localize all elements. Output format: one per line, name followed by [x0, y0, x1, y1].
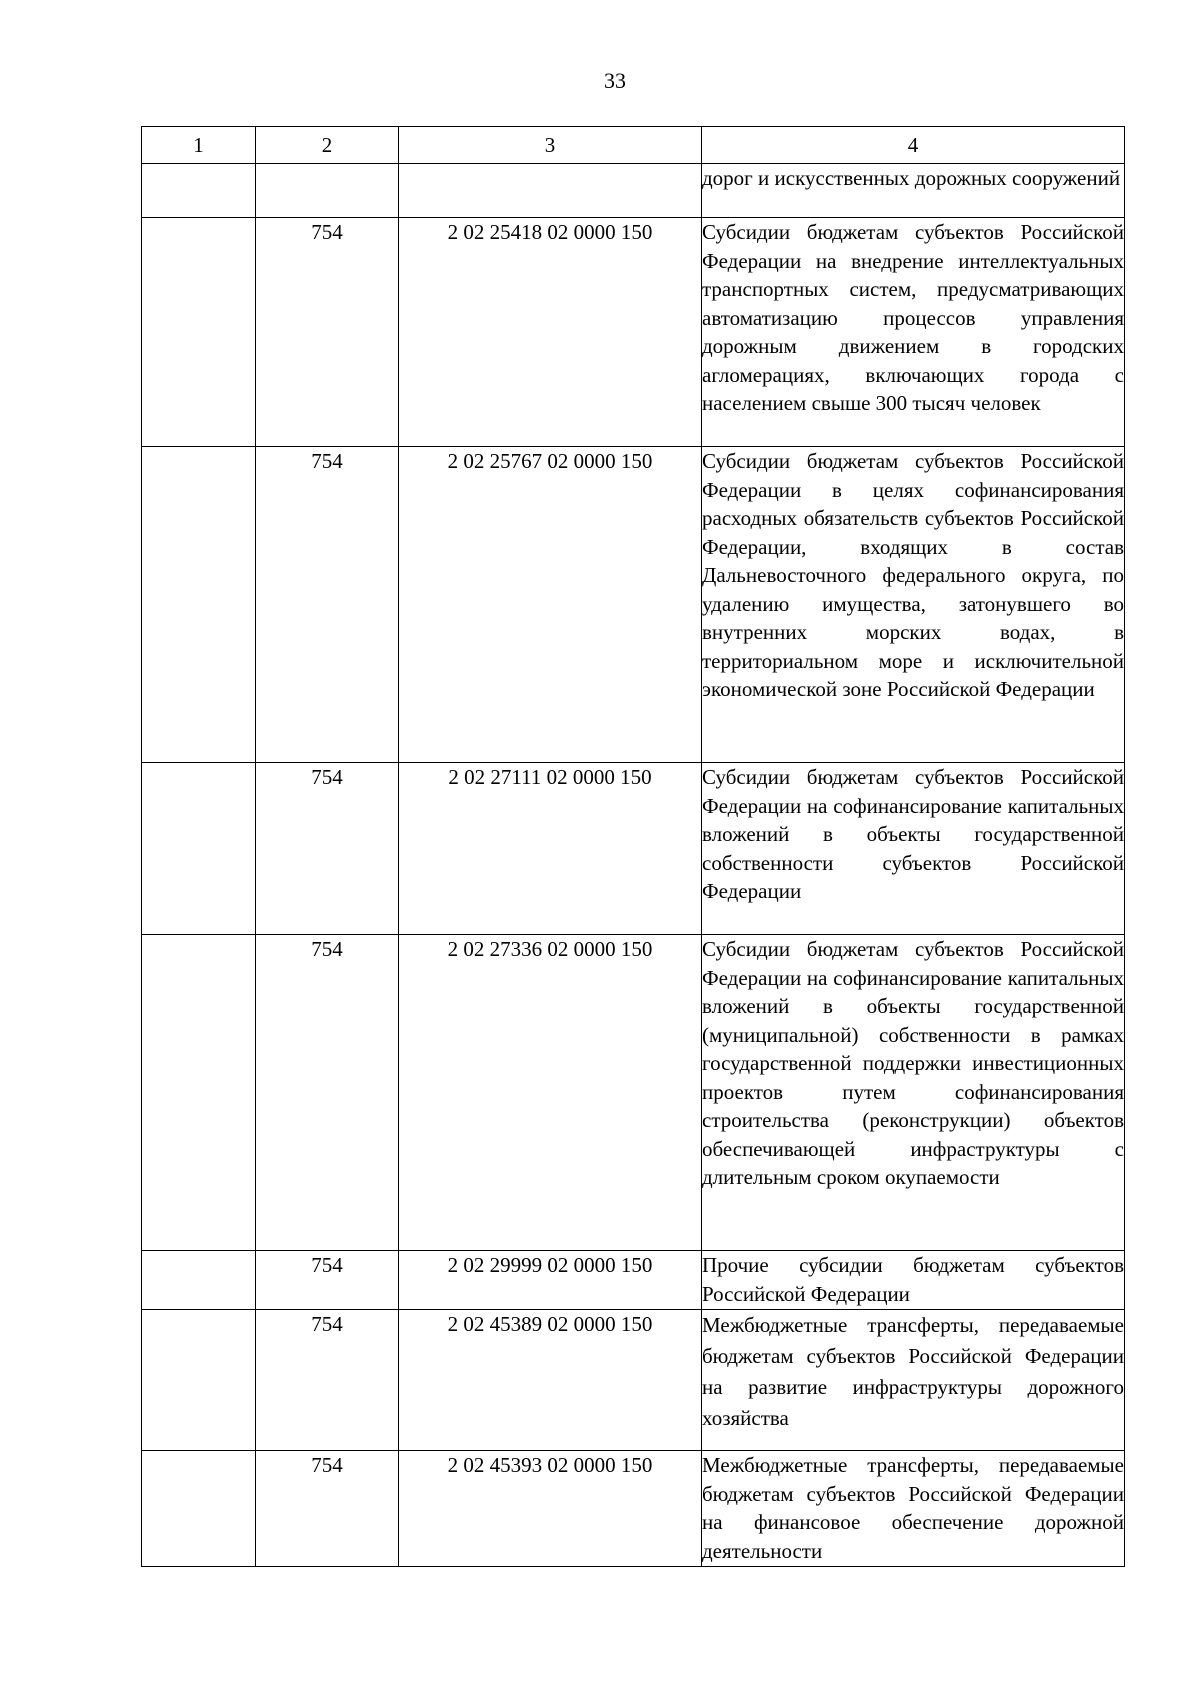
cell-revenue-code: 2 02 45393 02 0000 150: [399, 1451, 702, 1567]
cell-col-1: [142, 1451, 256, 1567]
table-row: [142, 164, 1125, 218]
cell-revenue-code: 2 02 27336 02 0000 150: [399, 935, 702, 1251]
cell-admin-code: [256, 164, 399, 218]
budget-codes-table: [141, 126, 1125, 1567]
table-row: [142, 218, 1125, 447]
header-col-3: 3: [399, 127, 702, 164]
cell-revenue-code: 2 02 27111 02 0000 150: [399, 763, 702, 935]
cell-description: дорог и искусственных дорожных сооружений: [702, 164, 1125, 218]
cell-description: Субсидии бюджетам субъектов Российской Федерации в целях софинансирования расходных обязательств субъектов Российской Федерации, входящих в состав Дальневосточного федерального округа, по удалению имущества, затонувшего во внутренних морских водах, в территориальном море и исключительной экономической зоне Российской Федерации: [702, 447, 1125, 763]
table-row: [142, 763, 1125, 935]
header-col-2: 2: [256, 127, 399, 164]
cell-col-1: [142, 218, 256, 447]
cell-col-1: [142, 164, 256, 218]
table-row: [142, 1251, 1125, 1310]
cell-revenue-code: 2 02 25767 02 0000 150: [399, 447, 702, 763]
cell-admin-code: 754: [256, 763, 399, 935]
cell-description: Субсидии бюджетам субъектов Российской Федерации на внедрение интеллектуальных транспортных систем, предусматривающих автоматизацию процессов управления дорожным движением в городских агломерациях, включающих города с населением свыше 300 тысяч человек: [702, 218, 1125, 447]
cell-admin-code: 754: [256, 935, 399, 1251]
cell-col-1: [142, 935, 256, 1251]
cell-col-1: [142, 447, 256, 763]
cell-admin-code: 754: [256, 1251, 399, 1310]
cell-col-1: [142, 1251, 256, 1310]
cell-admin-code: 754: [256, 1451, 399, 1567]
cell-revenue-code: 2 02 45389 02 0000 150: [399, 1310, 702, 1451]
header-col-1: 1: [142, 127, 256, 164]
cell-revenue-code: 2 02 29999 02 0000 150: [399, 1251, 702, 1310]
cell-revenue-code: [399, 164, 702, 218]
table-row: [142, 1310, 1125, 1451]
table-header-row: [142, 127, 1125, 164]
cell-admin-code: 754: [256, 447, 399, 763]
cell-col-1: [142, 1310, 256, 1451]
cell-description: Субсидии бюджетам субъектов Российской Федерации на софинансирование капитальных вложений в объекты государственной собственности субъектов Российской Федерации: [702, 763, 1125, 935]
cell-col-1: [142, 763, 256, 935]
header-col-4: 4: [702, 127, 1125, 164]
cell-admin-code: 754: [256, 1310, 399, 1451]
table-row: [142, 1451, 1125, 1567]
table-row: [142, 935, 1125, 1251]
cell-description: Прочие субсидии бюджетам субъектов Российской Федерации: [702, 1251, 1125, 1310]
page-number: 33: [604, 68, 626, 93]
cell-admin-code: 754: [256, 218, 399, 447]
table-row: [142, 447, 1125, 763]
cell-description: Межбюджетные трансферты, передаваемые бюджетам субъектов Российской Федерации на развитие инфраструктуры дорожного хозяйства: [702, 1310, 1125, 1451]
cell-revenue-code: 2 02 25418 02 0000 150: [399, 218, 702, 447]
cell-description: Межбюджетные трансферты, передаваемые бюджетам субъектов Российской Федерации на финансовое обеспечение дорожной деятельности: [702, 1451, 1125, 1567]
cell-description: Субсидии бюджетам субъектов Российской Федерации на софинансирование капитальных вложений в объекты государственной (муниципальной) собственности в рамках государственной поддержки инвестиционных проектов путем софинансирования строительства (реконструкции) объектов обеспечивающей инфраструктуры с длительным сроком окупаемости: [702, 935, 1125, 1251]
